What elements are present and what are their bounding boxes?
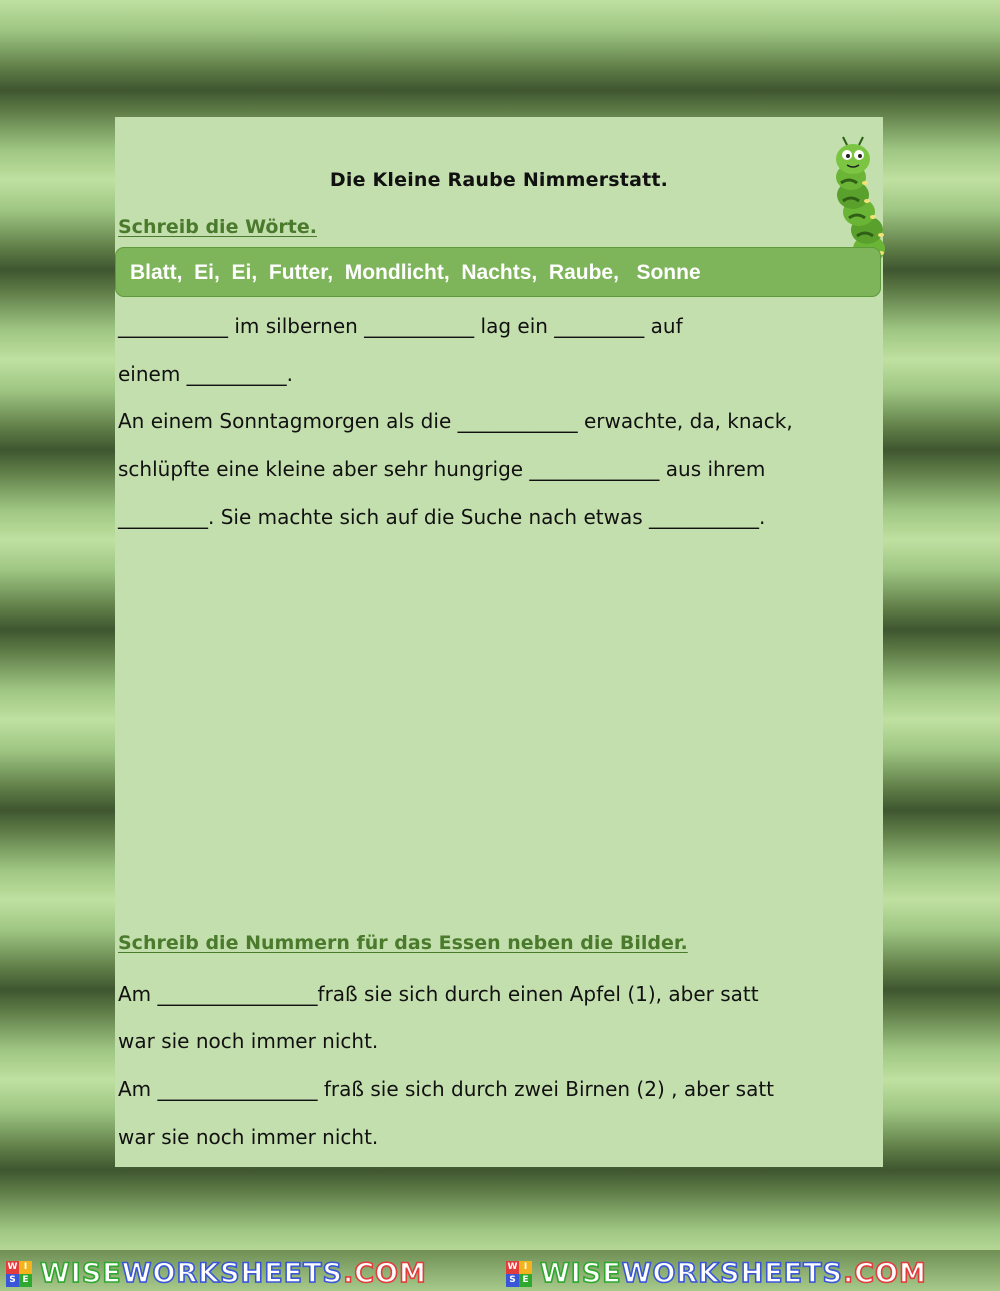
footer-brand: [0, 1258, 500, 1289]
text-line: Am ________________fraß sie sich durch einen Apfel (1), aber satt: [118, 982, 759, 1006]
page-title: Die Kleine Raube Nimmerstatt.: [329, 169, 669, 191]
word-bank-item: Mondlicht,: [344, 261, 450, 284]
word-bank-item: Raube,: [548, 261, 619, 284]
worksheet-page: [115, 117, 883, 1167]
word-bank: [115, 247, 881, 297]
text-line: war sie noch immer nicht.: [118, 1125, 379, 1149]
word-bank-item: Ei,: [231, 261, 258, 284]
word-bank-item: Futter,: [268, 261, 334, 284]
text-line: _________. Sie machte sich auf die Suche nach etwas ___________.: [118, 505, 766, 529]
brand-text: WISEWORKSHEETS.COM: [40, 1258, 427, 1289]
footer-watermark: [0, 1256, 1000, 1291]
footer-brand: [500, 1258, 1000, 1289]
section-heading-numbers: Schreib die Nummern für das Essen neben die Bilder.: [118, 932, 688, 954]
word-bank-item: Blatt,: [130, 261, 183, 284]
text-line: einem __________.: [118, 362, 294, 386]
brand-text: WISEWORKSHEETS.COM: [540, 1258, 927, 1289]
word-bank-item: Sonne: [636, 261, 701, 284]
text-line: ___________ im silbernen ___________ lag ein _________ auf: [118, 314, 683, 338]
text-line: Am ________________ fraß sie sich durch zwei Birnen (2) , aber satt: [118, 1077, 775, 1101]
logo-icon: W I S E: [506, 1261, 532, 1287]
logo-icon: W I S E: [6, 1261, 32, 1287]
text-line: schlüpfte eine kleine aber sehr hungrige _____________ aus ihrem: [118, 457, 766, 481]
word-bank-item: Ei,: [194, 261, 220, 284]
text-line: war sie noch immer nicht.: [118, 1029, 379, 1053]
section-heading-words: Schreib die Wörte.: [118, 216, 317, 238]
text-line: An einem Sonntagmorgen als die ____________ erwachte, da, knack,: [118, 409, 793, 433]
word-bank-item: Nachts,: [461, 261, 538, 284]
